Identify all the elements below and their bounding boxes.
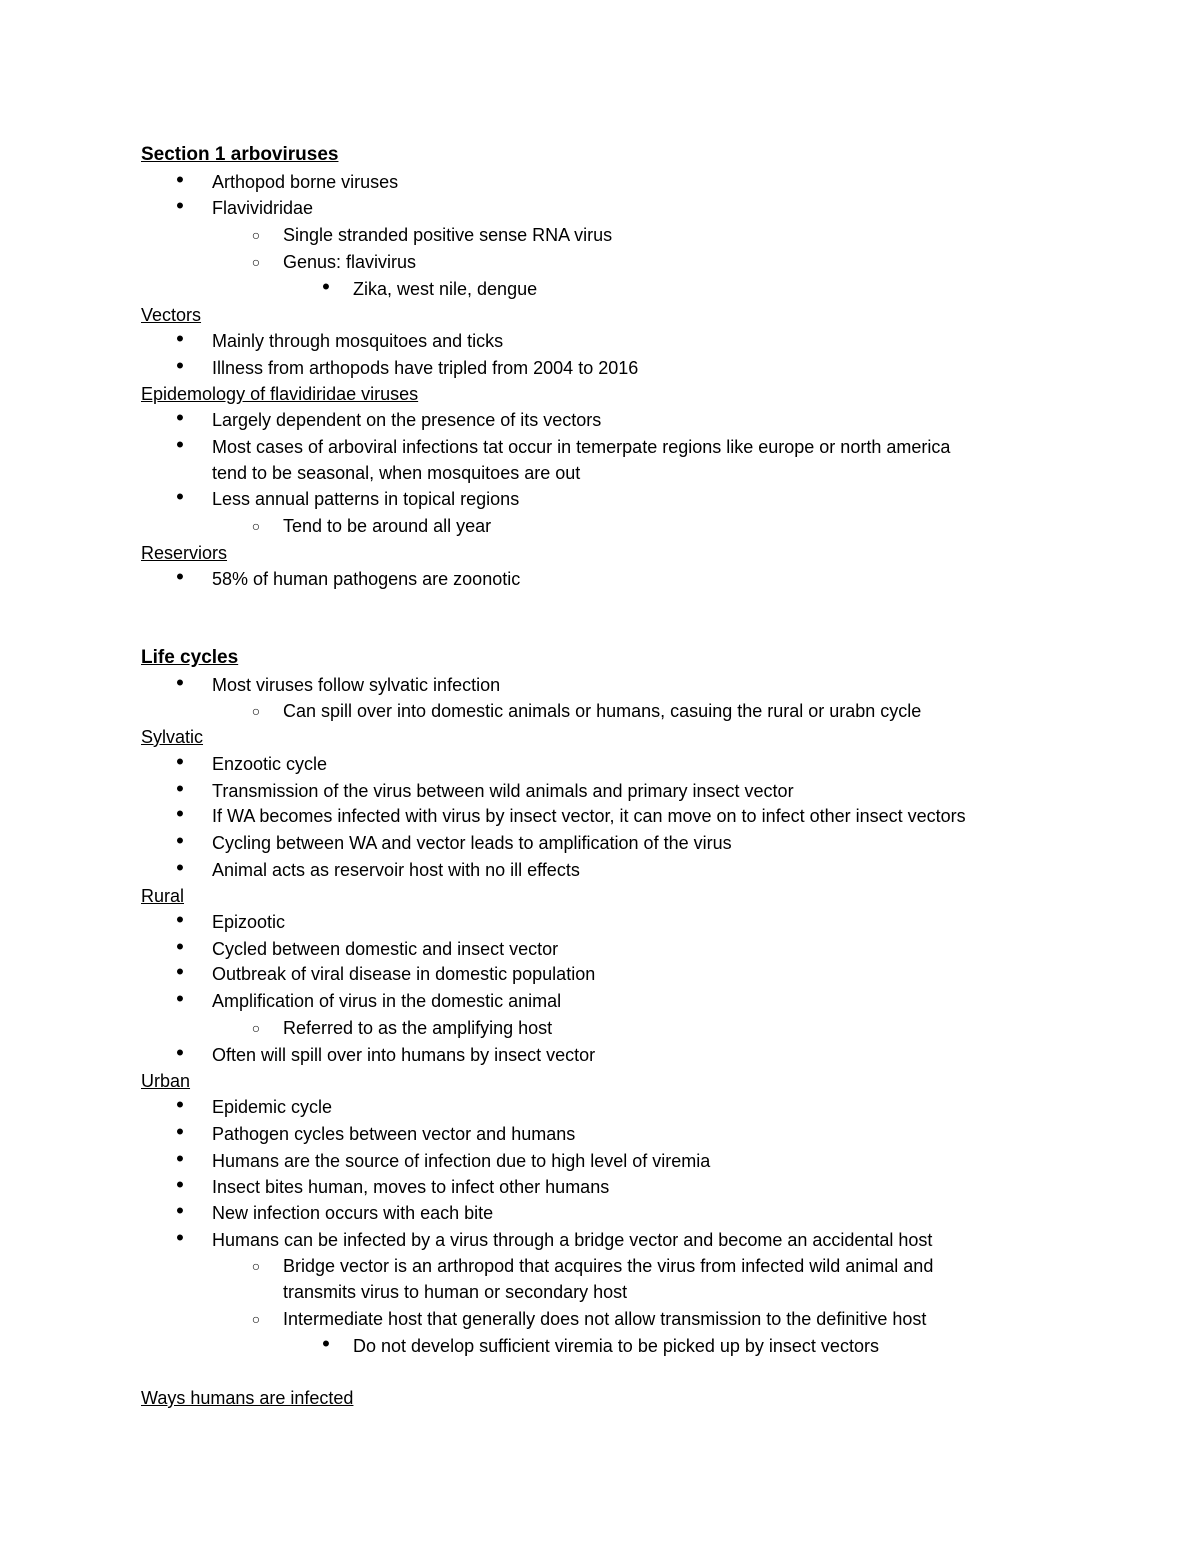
section-heading: Life cycles bbox=[141, 647, 239, 668]
list-item: New infection occurs with each bite bbox=[212, 1203, 494, 1223]
list-item: Often will spill over into humans by insect vector bbox=[212, 1045, 596, 1065]
bullet-icon: • bbox=[176, 776, 184, 801]
list-item: Less annual patterns in topical regions bbox=[212, 489, 520, 509]
bullet-icon: • bbox=[176, 432, 184, 457]
bullet-icon: • bbox=[176, 484, 184, 509]
hollow-bullet-icon: ○ bbox=[251, 518, 261, 534]
bullet-icon: • bbox=[176, 670, 184, 695]
list-item-continuation: tend to be seasonal, when mosquitoes are out bbox=[212, 463, 581, 483]
list-item: Genus: flavivirus bbox=[283, 252, 417, 272]
list-item: Flavividridae bbox=[212, 198, 314, 218]
bullet-icon: • bbox=[176, 855, 184, 880]
subsection-heading: Epidemology of flavidiridae viruses bbox=[141, 384, 419, 404]
list-item: Can spill over into domestic animals or humans, casuing the rural or urabn cycle bbox=[283, 701, 922, 721]
subsection-heading: Ways humans are infected bbox=[141, 1388, 354, 1408]
list-item: Tend to be around all year bbox=[283, 516, 492, 536]
list-item: Pathogen cycles between vector and humans bbox=[212, 1124, 576, 1144]
list-item: Enzootic cycle bbox=[212, 754, 328, 774]
list-item: Cycled between domestic and insect vector bbox=[212, 939, 559, 959]
list-item: Do not develop sufficient viremia to be picked up by insect vectors bbox=[353, 1336, 879, 1356]
bullet-icon: • bbox=[322, 274, 330, 299]
bullet-icon: • bbox=[176, 801, 184, 826]
bullet-icon: • bbox=[176, 353, 184, 378]
list-item: Humans can be infected by a virus through a bridge vector and become an accidental host bbox=[212, 1230, 933, 1250]
bullet-icon: • bbox=[176, 326, 184, 351]
list-item: Mainly through mosquitoes and ticks bbox=[212, 331, 504, 351]
bullet-icon: • bbox=[176, 828, 184, 853]
hollow-bullet-icon: ○ bbox=[251, 227, 261, 243]
bullet-icon: • bbox=[176, 1146, 184, 1171]
hollow-bullet-icon: ○ bbox=[251, 254, 261, 270]
bullet-icon: • bbox=[176, 1119, 184, 1144]
list-item: If WA becomes infected with virus by insect vector, it can move on to infect other insect vectors bbox=[212, 806, 966, 826]
subsection-heading: Reserviors bbox=[141, 543, 228, 563]
list-item: Epizootic bbox=[212, 912, 286, 932]
list-item: Illness from arthopods have tripled from 2004 to 2016 bbox=[212, 358, 639, 378]
bullet-icon: • bbox=[176, 193, 184, 218]
list-item: Most cases of arboviral infections tat occur in temerpate regions like europe or north america bbox=[212, 437, 951, 457]
list-item: Humans are the source of infection due to high level of viremia bbox=[212, 1151, 711, 1171]
list-item: Intermediate host that generally does not allow transmission to the definitive host bbox=[283, 1309, 927, 1329]
list-item: 58% of human pathogens are zoonotic bbox=[212, 569, 521, 589]
bullet-icon: • bbox=[176, 749, 184, 774]
subsection-heading: Sylvatic bbox=[141, 727, 204, 747]
hollow-bullet-icon: ○ bbox=[251, 1311, 261, 1327]
hollow-bullet-icon: ○ bbox=[251, 703, 261, 719]
list-item: Zika, west nile, dengue bbox=[353, 279, 538, 299]
bullet-icon: • bbox=[176, 1225, 184, 1250]
list-item: Transmission of the virus between wild animals and primary insect vector bbox=[212, 781, 794, 801]
bullet-icon: • bbox=[176, 1172, 184, 1197]
list-item-continuation: transmits virus to human or secondary host bbox=[283, 1282, 628, 1302]
bullet-icon: • bbox=[176, 564, 184, 589]
list-item: Referred to as the amplifying host bbox=[283, 1018, 553, 1038]
bullet-icon: • bbox=[176, 986, 184, 1011]
bullet-icon: • bbox=[322, 1331, 330, 1356]
list-item: Most viruses follow sylvatic infection bbox=[212, 675, 501, 695]
bullet-icon: • bbox=[176, 907, 184, 932]
list-item: Largely dependent on the presence of its vectors bbox=[212, 410, 602, 430]
subsection-heading: Rural bbox=[141, 886, 185, 906]
list-item: Animal acts as reservoir host with no ill effects bbox=[212, 860, 580, 880]
bullet-icon: • bbox=[176, 405, 184, 430]
bullet-icon: • bbox=[176, 934, 184, 959]
list-item: Outbreak of viral disease in domestic population bbox=[212, 964, 596, 984]
list-item: Bridge vector is an arthropod that acquires the virus from infected wild animal and bbox=[283, 1256, 934, 1276]
bullet-icon: • bbox=[176, 1092, 184, 1117]
list-item: Amplification of virus in the domestic animal bbox=[212, 991, 562, 1011]
list-item: Arthopod borne viruses bbox=[212, 172, 399, 192]
hollow-bullet-icon: ○ bbox=[251, 1020, 261, 1036]
section-heading: Section 1 arboviruses bbox=[141, 144, 339, 165]
hollow-bullet-icon: ○ bbox=[251, 1258, 261, 1274]
subsection-heading: Vectors bbox=[141, 305, 202, 325]
bullet-icon: • bbox=[176, 167, 184, 192]
bullet-icon: • bbox=[176, 1198, 184, 1223]
list-item: Single stranded positive sense RNA virus bbox=[283, 225, 613, 245]
subsection-heading: Urban bbox=[141, 1071, 191, 1091]
list-item: Epidemic cycle bbox=[212, 1097, 333, 1117]
list-item: Insect bites human, moves to infect other humans bbox=[212, 1177, 610, 1197]
list-item: Cycling between WA and vector leads to amplification of the virus bbox=[212, 833, 732, 853]
bullet-icon: • bbox=[176, 1040, 184, 1065]
bullet-icon: • bbox=[176, 959, 184, 984]
